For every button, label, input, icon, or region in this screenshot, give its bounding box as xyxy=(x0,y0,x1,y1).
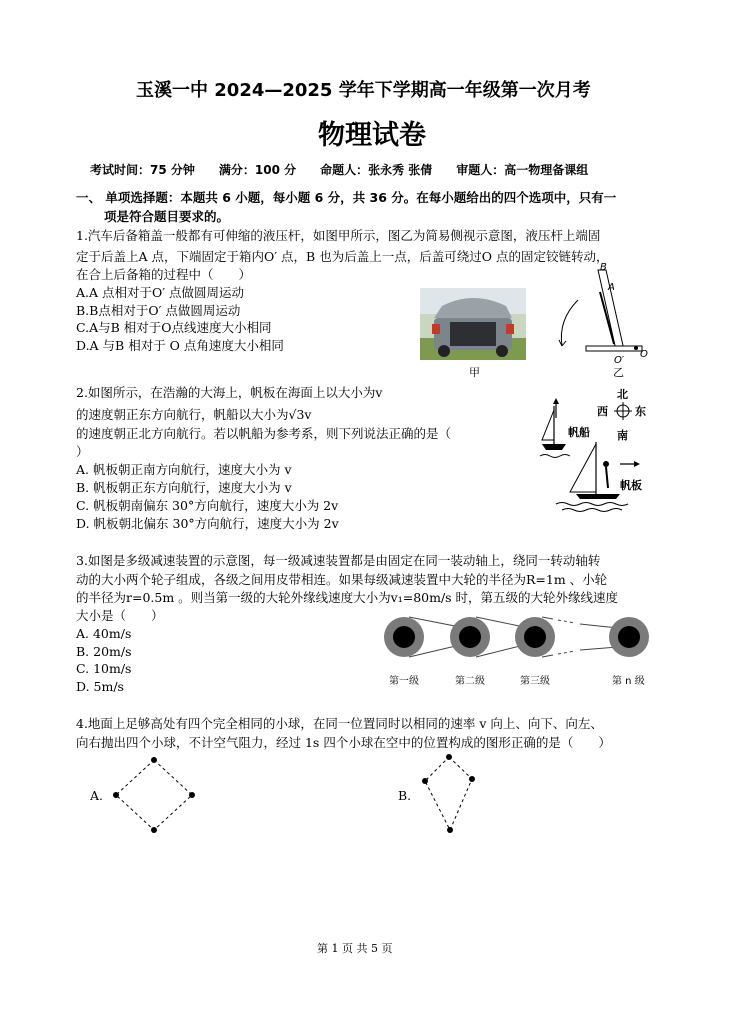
label-O: O xyxy=(640,349,648,360)
q2-line2: 的速度朝正东方向航行，帆船以大小为√3v xyxy=(76,407,312,422)
q4-option-a-figure xyxy=(110,754,200,834)
q1-option-b: B.B点相对于O′ 点做圆周运动 xyxy=(76,303,241,318)
section-heading-cont: 项是符合题目要求的。 xyxy=(104,209,230,224)
q3-line4: 大小是（ ） xyxy=(76,608,164,623)
stage-n: 第 n 级 xyxy=(612,676,645,687)
q1-line3: 在合上后备箱的过程中（ ） xyxy=(76,267,252,282)
q2-option-d: D. 帆板朝北偏东 30°方向航行，速度大小为 2v xyxy=(76,516,339,531)
q2-line4: ） xyxy=(76,444,89,459)
q1-option-c: C.A与B 相对于O点线速度大小相同 xyxy=(76,320,272,335)
fig-label-jia: 甲 xyxy=(469,366,480,379)
compass-west: 西 xyxy=(597,405,608,418)
car-trunk-photo xyxy=(420,288,526,360)
section-heading: 一、 单项选择题：本题共 6 小题，每小题 6 分，共 36 分。在每小题给出的四个选项中，只有一 xyxy=(76,190,617,205)
q1-line1: 1.汽车后备箱盖一般都有可伸缩的液压杆，如图甲所示，图乙为简易侧视示意图，液压杆上端固 xyxy=(76,228,601,243)
q3-option-a: A. 40m/s xyxy=(76,626,132,641)
q3-option-c: C. 10m/s xyxy=(76,661,132,676)
q4-line1: 4.地面上足够高处有四个完全相同的小球，在同一位置同时以相同的速率 v 向上、向下、向左、 xyxy=(76,716,603,731)
label-A: A xyxy=(608,282,615,293)
q3-line2: 动的大小两个轮子组成，各级之间用皮带相连。如果每级减速装置中大轮的半径为R=1m 、小轮 xyxy=(76,572,608,587)
q3-option-d: D. 5m/s xyxy=(76,679,124,694)
q2-line1: 2.如图所示，在浩瀚的大海上，帆板在海面上以大小为v xyxy=(76,385,383,400)
q2-line3: 的速度朝正北方向航行。若以帆船为参考系，则下列说法正确的是（ xyxy=(76,426,452,441)
compass-north: 北 xyxy=(617,388,628,401)
q3-line1: 3.如图是多级减速装置的示意图，每一级减速装置都是由固定在同一装动轴上，绕同一转动轴转 xyxy=(76,553,601,568)
exam-title: 玉溪一中 2024—2025 学年下学期高一年级第一次月考 xyxy=(136,80,591,101)
fig-label-yi: 乙 xyxy=(613,366,624,379)
sailboard-label: 帆板 xyxy=(620,479,642,492)
q3-line3: 的半径为r=0.5m 。则当第一级的大轮外缘线速度大小为v₁=80m/s 时，第五级的大轮外缘线速度 xyxy=(76,590,619,605)
trunk-side-diagram xyxy=(550,262,660,380)
q2-option-a: A. 帆板朝正南方向航行，速度大小为 v xyxy=(76,462,292,477)
gear-reduction-diagram xyxy=(375,612,665,688)
q2-option-c: C. 帆板朝南偏东 30°方向航行，速度大小为 2v xyxy=(76,498,339,513)
q1-option-d: D.A 与B 相对于 O 点角速度大小相同 xyxy=(76,338,284,353)
label-B: B xyxy=(600,262,607,273)
compass-south: 南 xyxy=(617,429,628,442)
sailboat-label: 帆船 xyxy=(568,426,590,439)
q1-line2: 定于后盖上A 点，下端固定于箱内O′ 点，B 也为后盖上一点，后盖可绕过O 点的固定铰链转动， xyxy=(76,249,609,264)
q4-option-b-figure xyxy=(417,751,477,836)
q2-option-b: B. 帆板朝正东方向航行，速度大小为 v xyxy=(76,480,292,495)
q4-line2: 向右抛出四个小球，不计空气阻力，经过 1s 四个小球在空中的位置构成的图形正确的是（ ） xyxy=(76,735,611,750)
page-footer: 第 1 页 共 5 页 xyxy=(317,942,393,955)
sailing-diagram xyxy=(536,384,658,514)
stage-2: 第二级 xyxy=(455,676,485,687)
label-Oprime: O′ xyxy=(614,355,625,366)
q1-option-a: A.A 点相对于O′ 点做圆周运动 xyxy=(76,285,245,300)
compass-east: 东 xyxy=(635,405,646,418)
q4-option-a-label: A. xyxy=(90,788,104,803)
q3-option-b: B. 20m/s xyxy=(76,644,132,659)
exam-info: 考试时间：75 分钟 满分：100 分 命题人：张永秀 张倩 审题人：高一物理备课组 xyxy=(90,163,589,177)
q4-option-b-label: B. xyxy=(398,788,412,803)
stage-1: 第一级 xyxy=(389,676,419,687)
paper-subtitle: 物理试卷 xyxy=(318,120,426,151)
stage-3: 第三级 xyxy=(520,676,550,687)
